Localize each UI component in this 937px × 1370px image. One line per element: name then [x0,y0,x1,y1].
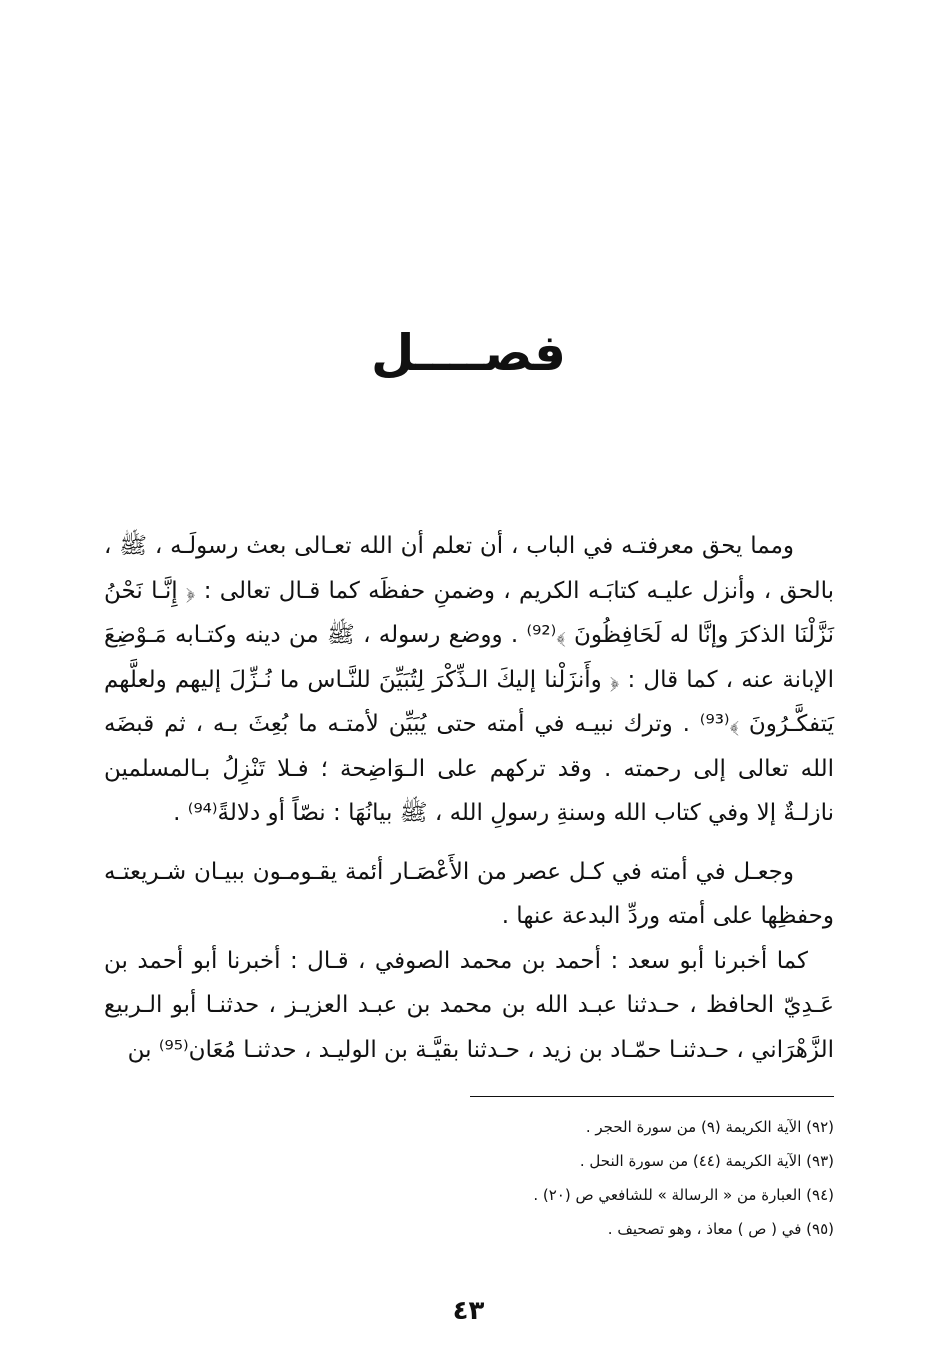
main-text [104,524,834,1072]
footnotes [470,1110,834,1246]
page-number: ٤٣ [452,1296,485,1326]
footnote-94: (٩٤) العبارة من « الرسالة » للشافعي ص (٢٠) . [533,1186,834,1204]
footnote-92: (٩٢) الآية الكريمة (٩) من سورة الحجر . [585,1118,834,1136]
paragraph-2: وجعـل في أمته في كـل عصر من الأَعْصَـار أئمة يقـومـون ببيـان شـريعتـه وحفظِها على أمته وردِّ البدعة عنها . [104,858,834,929]
section-title: فصــــل [371,324,566,382]
footnote-divider [470,1096,834,1097]
footnote-95: (٩٥) في ( ص ) معاذ ، وهو تصحيف . [607,1220,834,1238]
paragraph-1: ومما يحق معرفتـه في الباب ، أن تعلم أن الله تعـالى بعث رسولَـه ، ﷺ ، بالحق ، وأنزل عليـه كتابَـه الكريم ، وضمنِ حفظَه كما قـال تعالى : ﴿ إِنَّـا نَحْنُ نَزَّلْنَا الذكرَ وإنَّا له لَحَافِظُونَ ﴾⁽⁹²⁾ . ووضع رسوله ، ﷺ من دينه وكتـابه مَـوْضِعَ الإبانة عنه ، كما قال : ﴿ وأَنزَلْنا إليكَ الـذِّكْرَ لِتُبَيِّنَ للنَّـاس ما نُـزِّلَ إليهم ولعلَّهم يَتفكَّـرُونَ ﴾⁽⁹³⁾ . وترك نبيـه في أمته حتى يُبَيِّن لأمتـه ما بُعِثَ بـه ، ثم قبضَه الله تعالى إلى رحمته . وقد تركهم على الـوَاضِحة ؛ فـلا تَنْزِلُ بـالمسلمين نازلـةٌ إلا وفي كتاب الله وسنةِ رسولِ الله ، ﷺ بيانُهَا : نصّاً أو دلالةً⁽⁹⁴⁾ . [104,533,835,826]
footnote-93: (٩٣) الآية الكريمة (٤٤) من سورة النحل . [579,1152,834,1170]
paragraph-3: كما أخبرنا أبو سعد : أحمد بن محمد الصوفي ، قـال : أخبرنا أبو أحمد بن عَـدِيّ الحافظ ، حـدثنا عبـد الله بن محمد بن عبـد العزيـز ، حدثنـا أبو الـربيع الزَّهْرَاني ، حـدثنـا حمّـاد بن زيد ، حـدثنا بقيَّـة بن الوليـد ، حدثنـا مُعَان⁽⁹⁵⁾ بن [104,947,834,1063]
